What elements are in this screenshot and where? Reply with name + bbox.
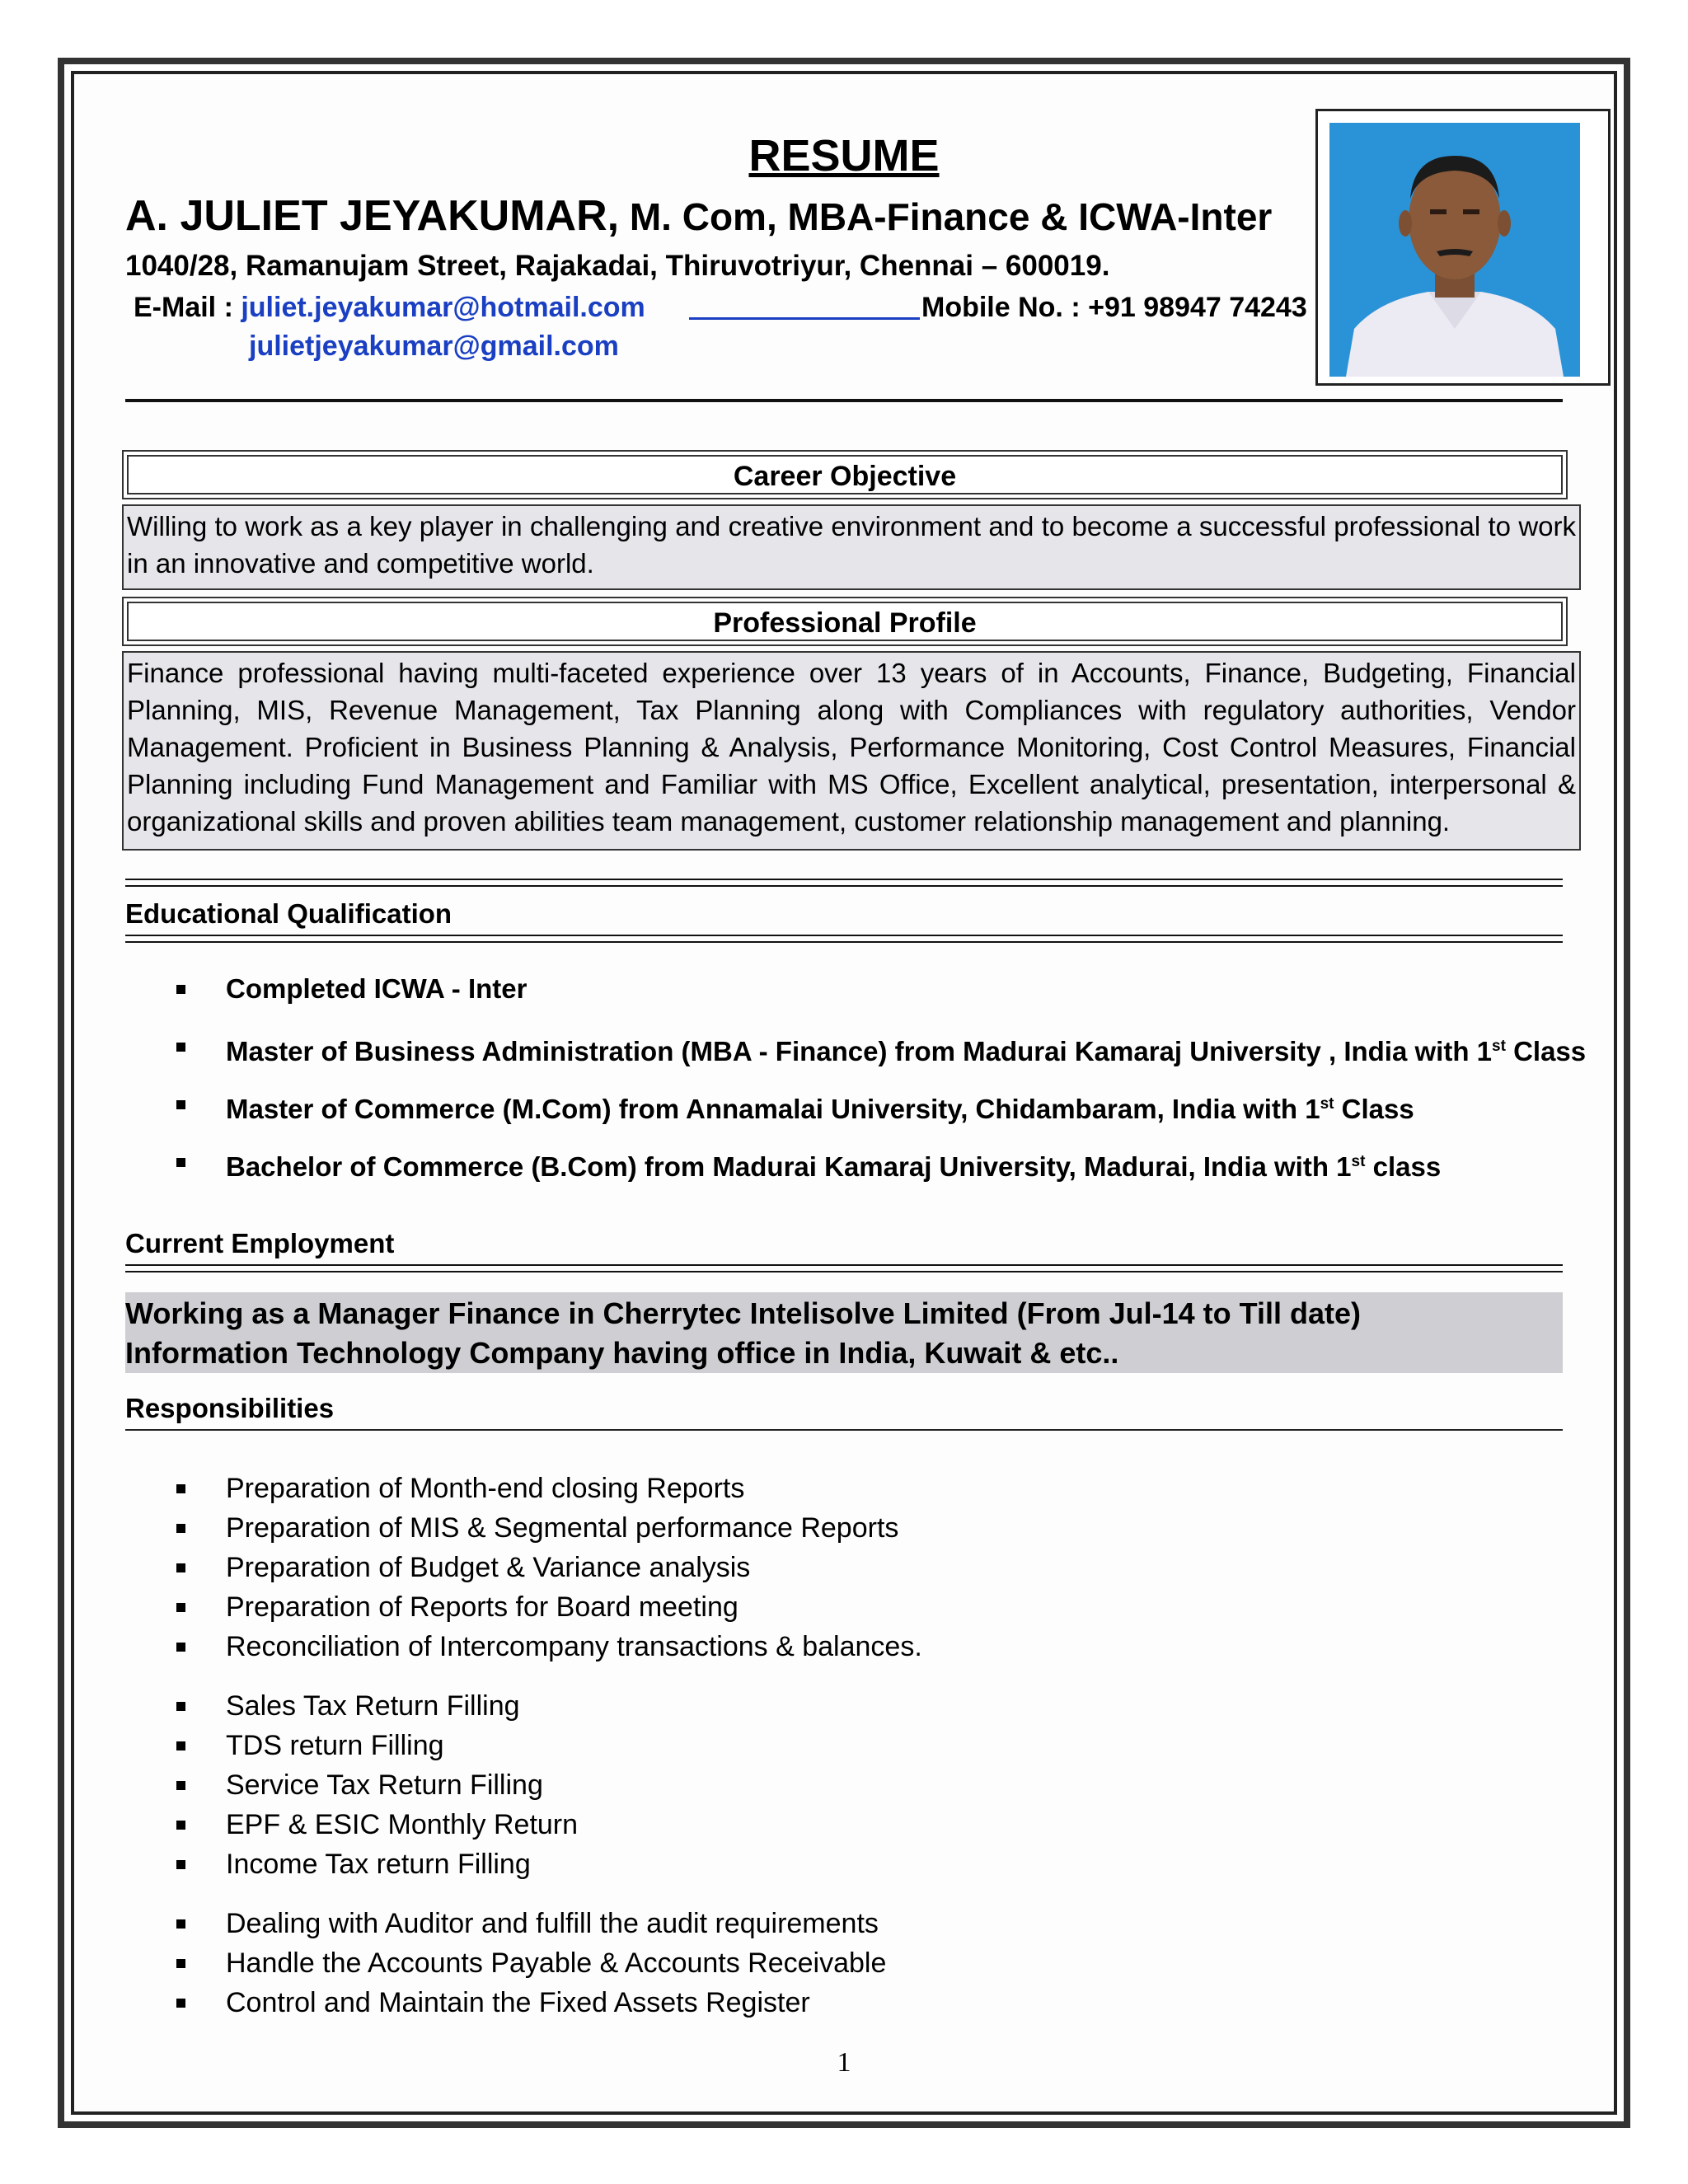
email-secondary-link[interactable]: julietjeyakumar@gmail.com xyxy=(249,330,619,362)
career-objective-header xyxy=(122,450,1568,499)
profile-photo xyxy=(1329,123,1580,377)
responsibilities-group-audit xyxy=(125,1905,886,2024)
responsibilities-heading: Responsibilities xyxy=(125,1393,335,1423)
current-job-title: Working as a Manager Finance in Cherrytec Intelisolve Limited (From Jul-14 to Till date) xyxy=(125,1296,1362,1330)
responsibilities-group-tax xyxy=(125,1688,578,1886)
list-item: EPF & ESIC Monthly Return xyxy=(125,1807,578,1846)
list-item: TDS return Filling xyxy=(125,1727,578,1767)
list-item: Dealing with Auditor and fulfill the audit requirements xyxy=(125,1905,886,1945)
email-label: E-Mail : xyxy=(134,292,241,323)
responsibilities-group-reporting xyxy=(125,1470,922,1668)
education-list xyxy=(125,972,1586,1203)
education-item: Master of Commerce (M.Com) from Annamalai University, Chidambaram, India with 1st Class xyxy=(125,1088,1586,1146)
mobile-row xyxy=(689,292,1307,324)
resume-title: RESUME xyxy=(748,131,940,180)
list-item: Sales Tax Return Filling xyxy=(125,1688,578,1727)
responsibilities-rule xyxy=(125,1429,1563,1431)
list-item: Handle the Accounts Payable & Accounts Receivable xyxy=(125,1945,886,1985)
employment-heading: Current Employment xyxy=(125,1228,395,1258)
mobile-underline xyxy=(689,317,920,320)
list-item: Preparation of Month-end closing Reports xyxy=(125,1470,922,1510)
career-objective-heading: Career Objective xyxy=(127,455,1563,494)
address: 1040/28, Ramanujam Street, Rajakadai, Thiruvotriyur, Chennai – 600019. xyxy=(125,250,1110,282)
career-objective-text: Willing to work as a key player in challenging and creative environment and to become a successful professional to work in an innovative and competitive world. xyxy=(122,504,1581,590)
mobile-number: Mobile No. : +91 98947 74243 xyxy=(921,292,1307,323)
header-divider xyxy=(125,399,1563,402)
education-top-rule xyxy=(125,879,1563,887)
list-item: Income Tax return Filling xyxy=(125,1846,578,1886)
education-bottom-rule xyxy=(125,935,1563,943)
email-primary-link[interactable]: juliet.jeyakumar@hotmail.com xyxy=(241,292,645,323)
education-item: Master of Business Administration (MBA - Finance) from Madurai Kamaraj University , India with 1st Class xyxy=(125,1030,1586,1088)
current-job-box xyxy=(125,1292,1563,1373)
employment-rule xyxy=(125,1264,1563,1272)
education-item: Completed ICWA - Inter xyxy=(125,972,1586,1030)
list-item: Preparation of MIS & Segmental performance Reports xyxy=(125,1510,922,1549)
current-company-desc: Information Technology Company having office in India, Kuwait & etc.. xyxy=(125,1336,1119,1370)
education-heading: Educational Qualification xyxy=(125,898,452,929)
email-row xyxy=(134,292,645,324)
education-item: Bachelor of Commerce (B.Com) from Madurai Kamaraj University, Madurai, India with 1st class xyxy=(125,1146,1586,1203)
name-text: A. JULIET JEYAKUMAR, xyxy=(125,192,620,240)
list-item: Reconciliation of Intercompany transactions & balances. xyxy=(125,1629,922,1668)
list-item: Service Tax Return Filling xyxy=(125,1767,578,1807)
portrait-image xyxy=(1329,123,1580,377)
list-item: Preparation of Reports for Board meeting xyxy=(125,1589,922,1629)
candidate-name xyxy=(125,191,1272,241)
professional-profile-text: Finance professional having multi-faceted experience over 13 years of in Accounts, Finance, Budgeting, Financial Planning, MIS, Revenue Management, Tax Planning along with Compliances with regulatory authorities, Vendor Management. Proficient in Business Planning & Analysis, Performance Monitoring, Cost Control Measures, Financial Planning including Fund Management and Familiar with MS Office, Excellent analytical, presentation, interpersonal & organizational skills and proven abilities team management, customer relationship management and planning. xyxy=(122,651,1581,851)
list-item: Preparation of Budget & Variance analysis xyxy=(125,1549,922,1589)
profile-photo-frame xyxy=(1315,109,1611,386)
list-item: Control and Maintain the Fixed Assets Register xyxy=(125,1985,886,2024)
qualifications-text: M. Com, MBA-Finance & ICWA-Inter xyxy=(619,195,1273,238)
professional-profile-heading: Professional Profile xyxy=(127,602,1563,641)
professional-profile-header xyxy=(122,597,1568,646)
page-number: 1 xyxy=(837,2047,851,2078)
